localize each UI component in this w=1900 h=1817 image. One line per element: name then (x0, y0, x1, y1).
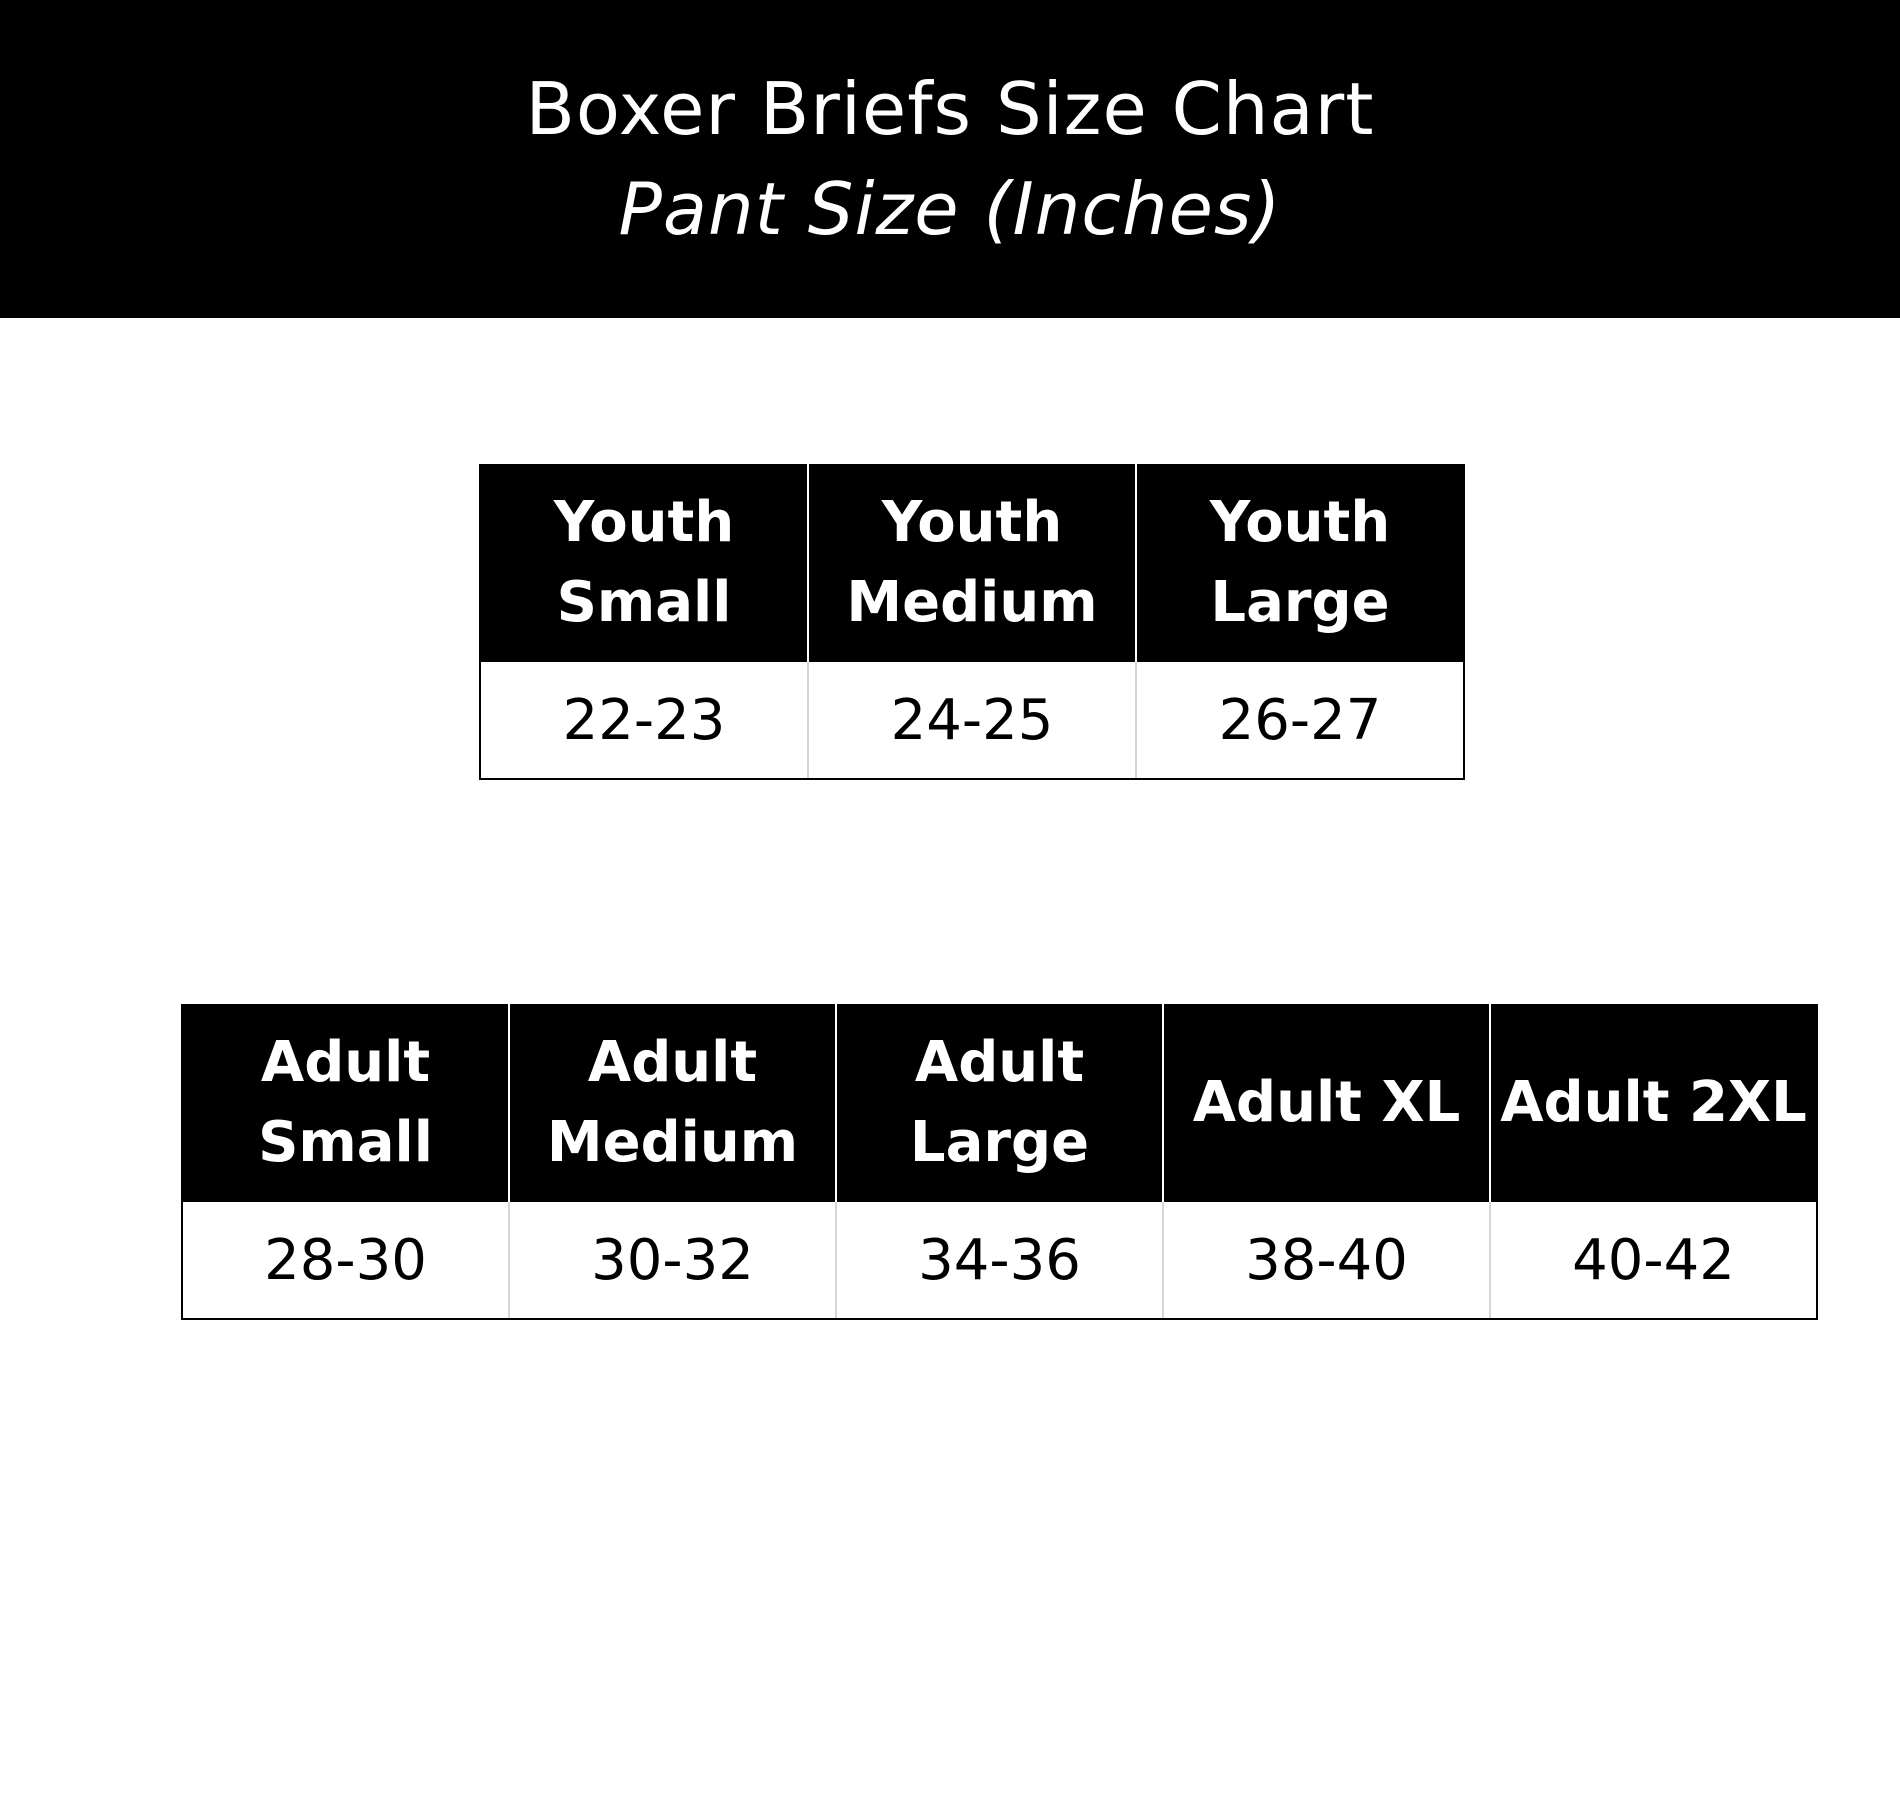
header-line: Adult (914, 1030, 1085, 1095)
adult-value-small: 28-30 (182, 1202, 509, 1319)
header-line: Youth (881, 490, 1063, 555)
youth-value-small: 22-23 (480, 662, 808, 779)
adult-size-table (181, 1004, 1818, 1320)
youth-value-large: 26-27 (1136, 662, 1464, 779)
adult-value-row (182, 1202, 1817, 1319)
youth-value-row (480, 662, 1464, 779)
youth-header-large (1136, 464, 1464, 662)
adult-header-xl (1163, 1004, 1490, 1202)
youth-header-row (480, 464, 1464, 662)
page-title: Boxer Briefs Size Chart (525, 67, 1375, 151)
header-line: Adult 2XL (1500, 1070, 1807, 1135)
adult-header-small (182, 1004, 509, 1202)
youth-value-medium: 24-25 (808, 662, 1136, 779)
adult-header-row (182, 1004, 1817, 1202)
header-line: Youth (1209, 490, 1391, 555)
page-subtitle: Pant Size (Inches) (618, 167, 1282, 251)
header-line: Medium (546, 1110, 799, 1175)
header-line: Youth (553, 490, 735, 555)
chart-header (0, 0, 1900, 318)
header-line: Medium (846, 570, 1098, 635)
youth-size-table (479, 464, 1465, 780)
youth-header-small (480, 464, 808, 662)
adult-header-2xl (1490, 1004, 1817, 1202)
header-line: Small (258, 1110, 433, 1175)
adult-header-medium (509, 1004, 836, 1202)
header-line: Large (1210, 570, 1390, 635)
header-line: Adult (587, 1030, 758, 1095)
header-line: Large (909, 1110, 1090, 1175)
adult-value-large: 34-36 (836, 1202, 1163, 1319)
header-line: Adult (260, 1030, 431, 1095)
header-line: Adult XL (1192, 1070, 1461, 1135)
youth-header-medium (808, 464, 1136, 662)
adult-header-large (836, 1004, 1163, 1202)
adult-value-2xl: 40-42 (1490, 1202, 1817, 1319)
header-line: Small (556, 570, 732, 635)
adult-value-medium: 30-32 (509, 1202, 836, 1319)
adult-value-xl: 38-40 (1163, 1202, 1490, 1319)
